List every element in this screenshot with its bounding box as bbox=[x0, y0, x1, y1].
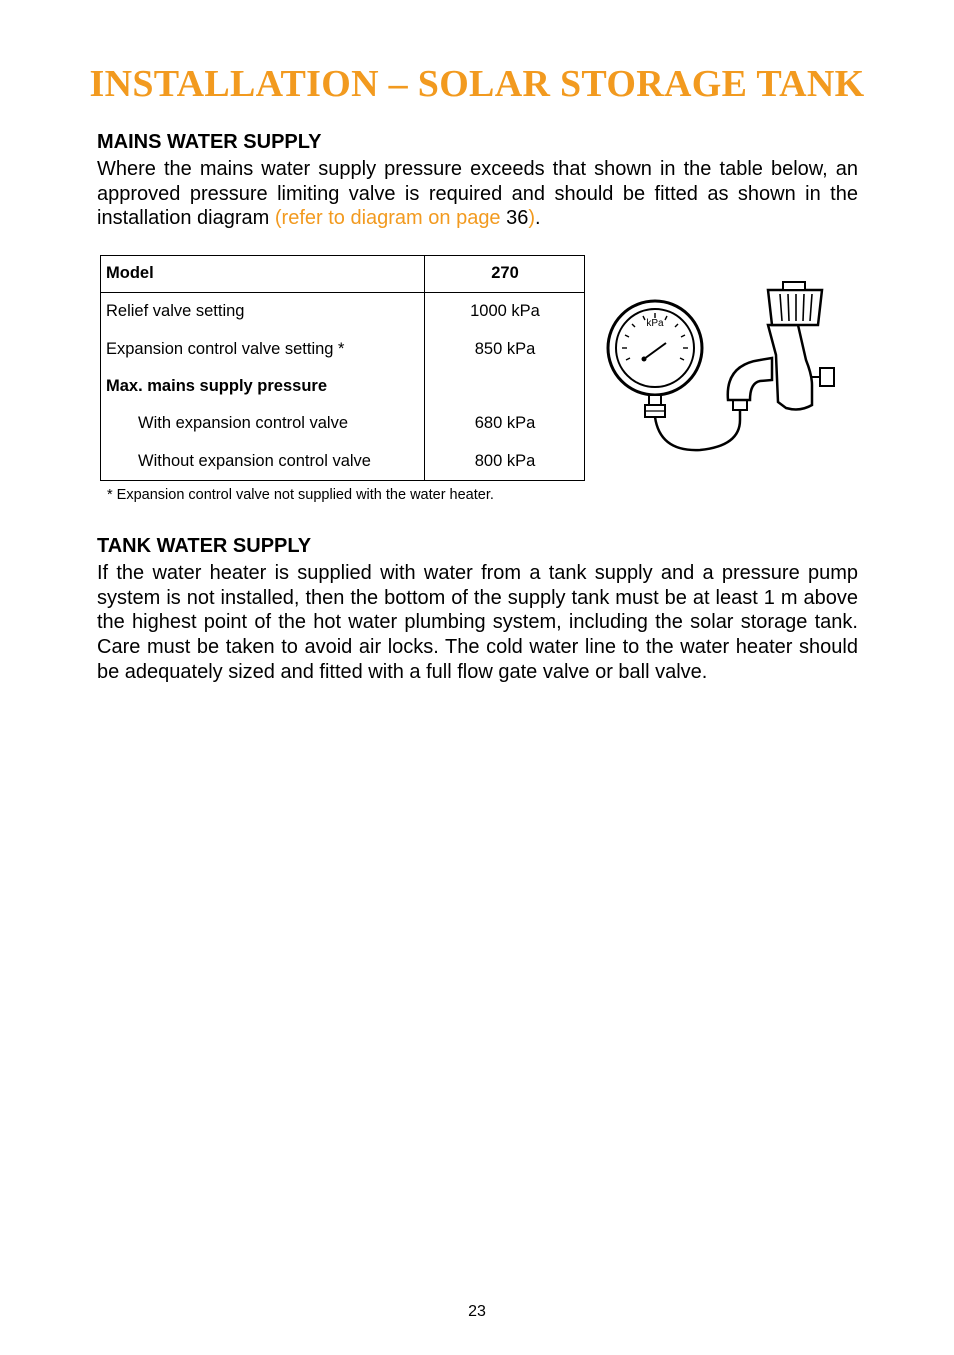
tank-water-supply-paragraph: If the water heater is supplied with water from a tank supply and a pressure pump system is not installed, then the bottom of the supply tank must be at least 1 m above the highest point of the hot water plumbing system, including the solar storage tank. Care must be taken to avoid air locks. The cold water line to the water heater should be adequately sized and fitted with a full flow gate valve or ball valve. bbox=[97, 562, 858, 683]
table-row-label: Expansion control valve setting * bbox=[106, 339, 345, 358]
table-row-label: With expansion control valve bbox=[138, 414, 349, 433]
tap-handle bbox=[768, 290, 822, 325]
gauge-hose bbox=[655, 408, 740, 450]
tap-body bbox=[768, 325, 812, 409]
table-row bbox=[100, 405, 585, 442]
table-row bbox=[100, 443, 585, 480]
pressure-settings-table bbox=[100, 255, 585, 480]
tap-cap bbox=[783, 282, 805, 290]
table-header-value: 270 bbox=[425, 255, 586, 293]
hose-connector bbox=[733, 400, 747, 410]
mains-water-supply-heading: MAINS WATER SUPPLY bbox=[97, 131, 322, 153]
tap-spout bbox=[728, 358, 772, 400]
gauge-needle-pivot bbox=[642, 357, 647, 362]
tap-outlet bbox=[820, 368, 834, 386]
page-number: 23 bbox=[468, 1303, 486, 1320]
table-row-value: 850 kPa bbox=[425, 330, 586, 367]
table-row-value: 680 kPa bbox=[425, 405, 586, 442]
pressure-gauge-illustration bbox=[600, 270, 850, 465]
mains-text: Where the mains water supply pressure exceeds that shown in the table below, an approved pressure limiting valve is required and should be fitted as shown in the installation diagram bbox=[97, 158, 858, 230]
mains-text-end: . bbox=[535, 207, 541, 230]
table-row bbox=[100, 293, 585, 331]
table-header-row bbox=[100, 255, 585, 293]
page-title: INSTALLATION – SOLAR STORAGE TANK bbox=[89, 63, 865, 105]
table-row-label: Max. mains supply pressure bbox=[106, 376, 328, 395]
table-row bbox=[100, 368, 585, 405]
table-footnote: * Expansion control valve not supplied with the water heater. bbox=[107, 487, 494, 503]
table-row bbox=[100, 330, 585, 367]
table-row-value: 1000 kPa bbox=[425, 293, 586, 331]
diagram-reference-close: ) bbox=[528, 207, 536, 230]
gauge-stem bbox=[649, 395, 661, 405]
table-row-label: Without expansion control valve bbox=[138, 451, 371, 470]
diagram-page-number[interactable]: 36 bbox=[506, 207, 529, 230]
gauge-unit-label: kPa bbox=[646, 318, 664, 329]
diagram-reference-link[interactable]: (refer to diagram on page bbox=[274, 207, 507, 230]
table-header-model: Model bbox=[100, 255, 425, 293]
table-row-value: 800 kPa bbox=[425, 443, 586, 480]
table-row-value bbox=[425, 368, 586, 405]
tank-water-supply-heading: TANK WATER SUPPLY bbox=[97, 535, 312, 557]
table-row-label: Relief valve setting bbox=[106, 302, 245, 321]
mains-water-supply-paragraph bbox=[97, 157, 858, 231]
